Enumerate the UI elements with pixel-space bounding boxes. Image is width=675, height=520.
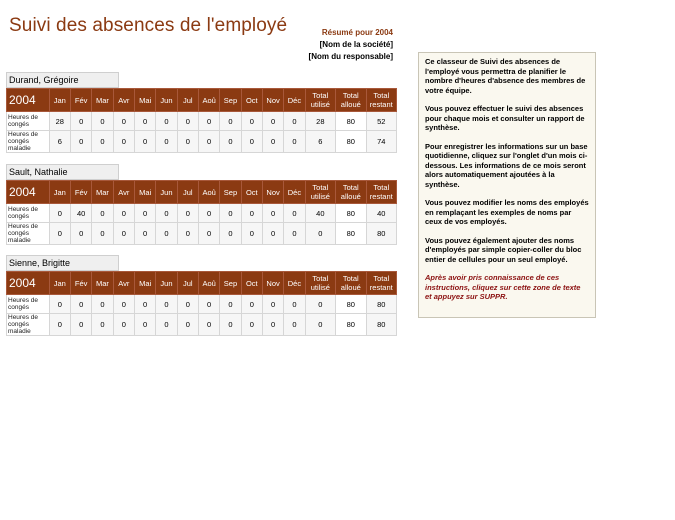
total-allowed-cell[interactable]: 80 <box>336 223 366 245</box>
total-allowed-cell[interactable]: 80 <box>336 204 366 223</box>
month-header: Jun <box>156 89 177 112</box>
month-value-cell[interactable]: 0 <box>70 131 91 153</box>
total-remaining-cell[interactable]: 80 <box>366 223 396 245</box>
month-value-cell[interactable]: 0 <box>284 131 305 153</box>
instruction-paragraph: Ce classeur de Suivi des absences de l'employé vous permettra de planifier le nombre d'heures d'absence des membres de votre équipe. <box>425 57 586 95</box>
month-header: Jul <box>177 181 198 204</box>
month-value-cell[interactable]: 0 <box>134 112 155 131</box>
instruction-paragraph: Vous pouvez également ajouter des noms d'employés par simple copier-coller du bloc entier de cellules pour un seul employé. <box>425 235 582 264</box>
month-value-cell[interactable]: 0 <box>113 223 134 245</box>
month-value-cell[interactable]: 0 <box>262 223 283 245</box>
month-header: Aoû <box>198 181 219 204</box>
total-used-cell[interactable]: 6 <box>305 131 335 153</box>
month-value-cell[interactable]: 0 <box>220 204 241 223</box>
total-used-header: Total utilisé <box>305 272 335 295</box>
total-allowed-header: Total alloué <box>336 89 366 112</box>
month-value-cell[interactable]: 0 <box>220 223 241 245</box>
table-row <box>7 204 397 223</box>
manager-name-cell[interactable]: [Nom du responsable] <box>308 52 393 61</box>
month-value-cell[interactable]: 0 <box>177 131 198 153</box>
month-value-cell[interactable]: 0 <box>156 314 177 336</box>
month-value-cell[interactable]: 0 <box>134 223 155 245</box>
month-header: Jul <box>177 89 198 112</box>
month-header: Déc <box>284 272 305 295</box>
month-value-cell[interactable]: 0 <box>177 204 198 223</box>
month-value-cell[interactable]: 0 <box>134 295 155 314</box>
month-value-cell[interactable]: 0 <box>92 223 113 245</box>
month-header: Déc <box>284 181 305 204</box>
total-allowed-header: Total alloué <box>336 272 366 295</box>
month-value-cell[interactable]: 0 <box>284 112 305 131</box>
month-value-cell[interactable]: 0 <box>70 295 91 314</box>
month-value-cell[interactable]: 0 <box>198 223 219 245</box>
row-label: Heures de congés <box>7 112 50 131</box>
month-value-cell[interactable]: 0 <box>220 131 241 153</box>
month-value-cell[interactable]: 0 <box>49 223 70 245</box>
month-value-cell[interactable]: 0 <box>156 295 177 314</box>
row-label: Heures de congés <box>7 204 50 223</box>
month-value-cell[interactable]: 0 <box>92 204 113 223</box>
table-header-row <box>7 272 397 295</box>
total-used-header: Total utilisé <box>305 89 335 112</box>
month-value-cell[interactable]: 0 <box>241 204 262 223</box>
total-used-cell[interactable]: 0 <box>305 295 335 314</box>
total-allowed-cell[interactable]: 80 <box>336 112 366 131</box>
total-remaining-header: Total restant <box>366 181 396 204</box>
table-row <box>7 314 397 336</box>
month-value-cell[interactable]: 0 <box>177 295 198 314</box>
month-value-cell[interactable]: 0 <box>284 314 305 336</box>
employee-block <box>6 255 397 336</box>
month-value-cell[interactable]: 0 <box>177 223 198 245</box>
instruction-paragraph: Pour enregistrer les informations sur un base quotidienne, cliquez sur l'onglet d'un mois ci-dessous. Les informations de ce mois seront alors automatiquement ajoutées à la synthèse. <box>425 141 588 189</box>
month-value-cell[interactable]: 0 <box>220 295 241 314</box>
month-value-cell[interactable]: 0 <box>113 131 134 153</box>
month-header: Mar <box>92 272 113 295</box>
total-allowed-cell[interactable]: 80 <box>336 314 366 336</box>
total-remaining-cell[interactable]: 52 <box>366 112 396 131</box>
month-header: Nov <box>262 272 283 295</box>
employee-name-cell[interactable]: Durand, Grégoire <box>6 72 119 88</box>
month-value-cell[interactable]: 0 <box>177 314 198 336</box>
month-header: Mai <box>134 272 155 295</box>
month-value-cell[interactable]: 0 <box>262 131 283 153</box>
year-header: 2004 <box>7 89 50 112</box>
month-value-cell[interactable]: 0 <box>241 131 262 153</box>
total-remaining-header: Total restant <box>366 272 396 295</box>
month-value-cell[interactable]: 0 <box>70 314 91 336</box>
month-header: Aoû <box>198 272 219 295</box>
month-value-cell[interactable]: 0 <box>241 112 262 131</box>
month-value-cell[interactable]: 0 <box>156 112 177 131</box>
month-header: Fév <box>70 181 91 204</box>
month-value-cell[interactable]: 28 <box>49 112 70 131</box>
month-value-cell[interactable]: 0 <box>134 131 155 153</box>
month-value-cell[interactable]: 0 <box>49 295 70 314</box>
month-header: Jan <box>49 89 70 112</box>
month-header: Mar <box>92 89 113 112</box>
month-value-cell[interactable]: 0 <box>92 112 113 131</box>
month-value-cell[interactable]: 0 <box>156 223 177 245</box>
table-row <box>7 131 397 153</box>
table-row <box>7 223 397 245</box>
month-header: Jul <box>177 272 198 295</box>
month-value-cell[interactable]: 0 <box>156 131 177 153</box>
month-header: Avr <box>113 89 134 112</box>
month-value-cell[interactable]: 0 <box>220 314 241 336</box>
instruction-paragraph: Vous pouvez effectuer le suivi des absences pour chaque mois et consulter un rapport de synthèse. <box>425 104 585 132</box>
month-value-cell[interactable]: 0 <box>49 314 70 336</box>
month-header: Jan <box>49 181 70 204</box>
total-remaining-cell[interactable]: 80 <box>366 295 396 314</box>
month-value-cell[interactable]: 0 <box>198 204 219 223</box>
total-used-cell[interactable]: 0 <box>305 223 335 245</box>
month-header: Mar <box>92 181 113 204</box>
month-value-cell[interactable]: 0 <box>284 295 305 314</box>
total-used-cell[interactable]: 28 <box>305 112 335 131</box>
employee-block <box>6 72 397 153</box>
total-used-cell[interactable]: 0 <box>305 314 335 336</box>
month-header: Nov <box>262 89 283 112</box>
month-value-cell[interactable]: 0 <box>198 314 219 336</box>
month-header: Sep <box>220 89 241 112</box>
instructions-textbox[interactable] <box>418 52 596 318</box>
month-value-cell[interactable]: 6 <box>49 131 70 153</box>
month-value-cell[interactable]: 0 <box>134 314 155 336</box>
total-remaining-cell[interactable]: 74 <box>366 131 396 153</box>
month-header: Fév <box>70 89 91 112</box>
summary-header <box>309 27 393 63</box>
month-header: Avr <box>113 181 134 204</box>
month-value-cell[interactable]: 0 <box>284 204 305 223</box>
month-value-cell[interactable]: 0 <box>262 204 283 223</box>
month-value-cell[interactable]: 0 <box>113 204 134 223</box>
month-header: Jan <box>49 272 70 295</box>
absence-table <box>6 180 397 245</box>
month-header: Fév <box>70 272 91 295</box>
month-value-cell[interactable]: 0 <box>113 314 134 336</box>
month-header: Jun <box>156 181 177 204</box>
page-title: Suivi des absences de l'employé <box>9 15 288 36</box>
month-value-cell[interactable]: 0 <box>134 204 155 223</box>
month-header: Avr <box>113 272 134 295</box>
table-header-row <box>7 181 397 204</box>
month-value-cell[interactable]: 0 <box>241 223 262 245</box>
month-value-cell[interactable]: 40 <box>70 204 91 223</box>
month-header: Oct <box>241 181 262 204</box>
table-header-row <box>7 89 397 112</box>
row-label: Heures de congés maladie <box>7 314 50 336</box>
total-used-cell[interactable]: 40 <box>305 204 335 223</box>
year-header: 2004 <box>7 181 50 204</box>
month-value-cell[interactable]: 0 <box>220 112 241 131</box>
month-value-cell[interactable]: 0 <box>113 295 134 314</box>
month-value-cell[interactable]: 0 <box>198 112 219 131</box>
employee-name-cell[interactable]: Sienne, Brigitte <box>6 255 119 271</box>
total-allowed-cell[interactable]: 80 <box>336 131 366 153</box>
month-header: Aoû <box>198 89 219 112</box>
total-remaining-header: Total restant <box>366 89 396 112</box>
month-value-cell[interactable]: 0 <box>92 131 113 153</box>
month-value-cell[interactable]: 0 <box>241 295 262 314</box>
month-value-cell[interactable]: 0 <box>49 204 70 223</box>
absence-table <box>6 88 397 153</box>
employee-name-cell[interactable]: Sault, Nathalie <box>6 164 119 180</box>
summary-label: Résumé pour 2004 <box>321 28 393 37</box>
month-header: Mai <box>134 181 155 204</box>
employee-block <box>6 164 397 245</box>
table-row <box>7 295 397 314</box>
month-value-cell[interactable]: 0 <box>284 223 305 245</box>
total-remaining-cell[interactable]: 40 <box>366 204 396 223</box>
month-header: Oct <box>241 272 262 295</box>
month-header: Mai <box>134 89 155 112</box>
month-value-cell[interactable]: 0 <box>198 131 219 153</box>
year-header: 2004 <box>7 272 50 295</box>
row-label: Heures de congés maladie <box>7 223 50 245</box>
row-label: Heures de congés maladie <box>7 131 50 153</box>
total-allowed-cell[interactable]: 80 <box>336 295 366 314</box>
month-value-cell[interactable]: 0 <box>113 112 134 131</box>
month-header: Déc <box>284 89 305 112</box>
month-value-cell[interactable]: 0 <box>92 314 113 336</box>
month-header: Jun <box>156 272 177 295</box>
month-header: Sep <box>220 272 241 295</box>
absence-table <box>6 271 397 336</box>
month-value-cell[interactable]: 0 <box>70 223 91 245</box>
total-remaining-cell[interactable]: 80 <box>366 314 396 336</box>
instruction-delete-note: Après avoir pris connaissance de ces instructions, cliquez sur cette zone de texte et appuyez sur SUPPR. <box>425 273 581 301</box>
month-value-cell[interactable]: 0 <box>156 204 177 223</box>
month-value-cell[interactable]: 0 <box>70 112 91 131</box>
row-label: Heures de congés <box>7 295 50 314</box>
month-value-cell[interactable]: 0 <box>262 112 283 131</box>
month-header: Oct <box>241 89 262 112</box>
total-allowed-header: Total alloué <box>336 181 366 204</box>
month-header: Sep <box>220 181 241 204</box>
month-value-cell[interactable]: 0 <box>241 314 262 336</box>
month-header: Nov <box>262 181 283 204</box>
month-value-cell[interactable]: 0 <box>92 295 113 314</box>
total-used-header: Total utilisé <box>305 181 335 204</box>
company-name-cell[interactable]: [Nom de la société] <box>319 40 393 49</box>
month-value-cell[interactable]: 0 <box>177 112 198 131</box>
month-value-cell[interactable]: 0 <box>262 314 283 336</box>
table-row <box>7 112 397 131</box>
month-value-cell[interactable]: 0 <box>262 295 283 314</box>
instruction-paragraph: Vous pouvez modifier les noms des employés en remplaçant les exemples de noms par ceux de vos employés. <box>425 198 589 226</box>
month-value-cell[interactable]: 0 <box>198 295 219 314</box>
